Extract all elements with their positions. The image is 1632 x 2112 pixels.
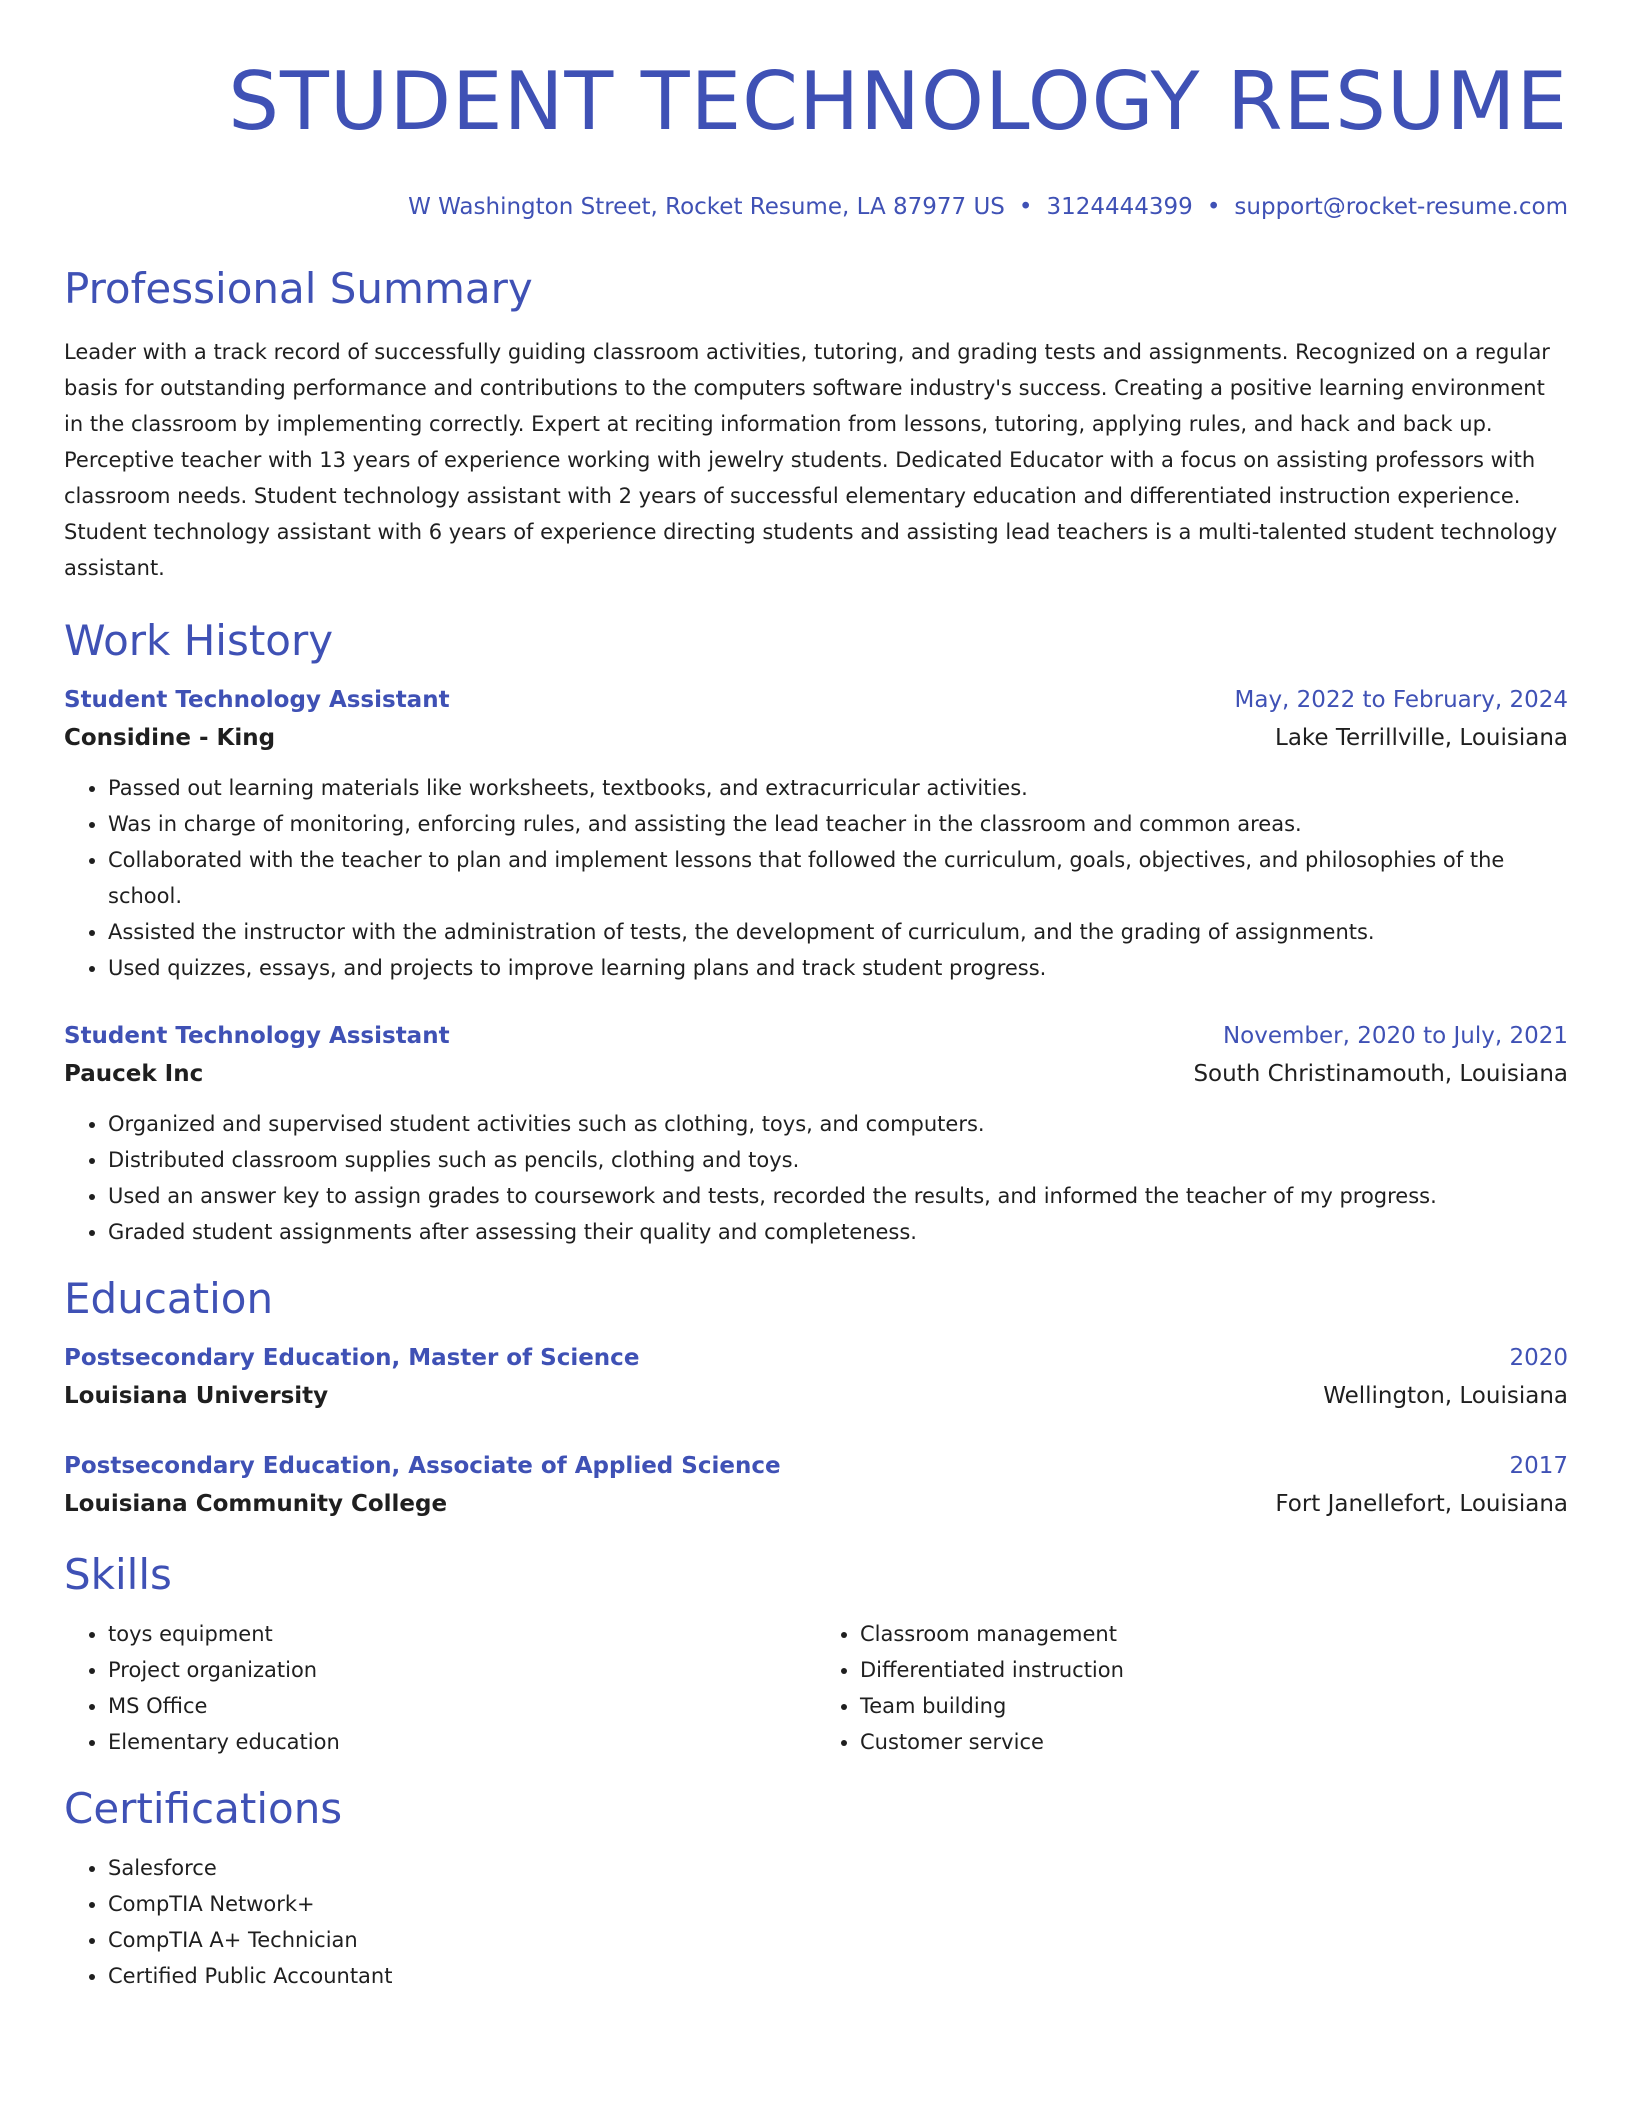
resume-name: STUDENT TECHNOLOGY RESUME xyxy=(228,55,1568,148)
certification-item: • CompTIA Network+ xyxy=(108,1886,1568,1922)
job-company: Considine - King xyxy=(64,725,276,751)
skill-item: • Team building xyxy=(860,1688,1568,1724)
certification-item: • Salesforce xyxy=(108,1850,1568,1886)
skills-list-left xyxy=(64,1616,816,1760)
summary-heading: Professional Summary xyxy=(64,264,533,313)
education-degree: Postsecondary Education, Master of Science xyxy=(64,1345,640,1371)
contact-line xyxy=(64,192,1568,222)
skill-item: • toys equipment xyxy=(108,1616,816,1652)
education-heading: Education xyxy=(64,1274,274,1323)
contact-address: W Washington Street, Rocket Resume, LA 87977 US xyxy=(408,194,1005,220)
skills-list-right xyxy=(816,1616,1568,1760)
job-dates: November, 2020 to July, 2021 xyxy=(1222,1023,1568,1049)
skill-item: • Project organization xyxy=(108,1652,816,1688)
job-bullets xyxy=(64,1106,1568,1250)
job-bullets xyxy=(64,770,1568,986)
education-school: Louisiana University xyxy=(64,1383,329,1409)
job-dates: May, 2022 to February, 2024 xyxy=(1234,687,1568,713)
skill-item: • MS Office xyxy=(108,1688,816,1724)
contact-separator: • xyxy=(1206,194,1221,220)
education-degree: Postsecondary Education, Associate of Applied Science xyxy=(64,1453,781,1479)
summary-text: Leader with a track record of successfully guiding classroom activities, tutoring, and grading tests and assignments. Recognized on a regular basis for outstanding performance and contributions to the computers software industry's success. Creating a positive learning environment in the classroom by implementing correctly. Expert at reciting information from lessons, tutoring, applying rules, and hack and back up. Perceptive teacher with 13 years of experience working with jewelry students. Dedicated Educator with a focus on assisting professors with classroom needs. Student technology assistant with 2 years of successful elementary education and differentiated instruction experience. Student technology assistant with 6 years of experience directing students and assisting lead teachers is a multi-talented student technology assistant. xyxy=(64,340,1558,580)
education-location: Fort Janellefort, Louisiana xyxy=(1275,1491,1568,1517)
resume-header xyxy=(64,50,1568,222)
job-entry xyxy=(64,1018,1568,1250)
skills-grid xyxy=(64,1616,1568,1760)
skill-item: • Differentiated instruction xyxy=(860,1652,1568,1688)
job-bullet: • Organized and supervised student activities such as clothing, toys, and computers. xyxy=(108,1106,1568,1142)
education-school: Louisiana Community College xyxy=(64,1491,448,1517)
job-entry xyxy=(64,682,1568,986)
contact-phone: 3124444399 xyxy=(1046,194,1193,220)
certifications-list xyxy=(64,1850,1568,1994)
job-bullet: • Used quizzes, essays, and projects to improve learning plans and track student progress. xyxy=(108,950,1568,986)
skills-heading: Skills xyxy=(64,1550,172,1599)
certification-item: • CompTIA A+ Technician xyxy=(108,1922,1568,1958)
job-bullet: • Collaborated with the teacher to plan and implement lessons that followed the curriculum, goals, objectives, and philosophies of the school. xyxy=(108,842,1568,914)
skill-item: • Classroom management xyxy=(860,1616,1568,1652)
job-bullet: • Used an answer key to assign grades to coursework and tests, recorded the results, and informed the teacher of my progress. xyxy=(108,1178,1568,1214)
job-bullet: • Distributed classroom supplies such as pencils, clothing and toys. xyxy=(108,1142,1568,1178)
job-title: Student Technology Assistant xyxy=(64,1023,450,1049)
work-history-heading: Work History xyxy=(64,616,334,665)
certification-item: • Certified Public Accountant xyxy=(108,1958,1568,1994)
job-bullet: • Passed out learning materials like worksheets, textbooks, and extracurricular activities. xyxy=(108,770,1568,806)
education-year: 2017 xyxy=(1509,1453,1568,1479)
contact-email: support@rocket-resume.com xyxy=(1234,194,1568,220)
education-year: 2020 xyxy=(1509,1345,1568,1371)
job-bullet: • Graded student assignments after assessing their quality and completeness. xyxy=(108,1214,1568,1250)
job-location: Lake Terrillville, Louisiana xyxy=(1275,725,1568,751)
certifications-heading: Certifications xyxy=(64,1784,343,1833)
education-location: Wellington, Louisiana xyxy=(1323,1383,1568,1409)
job-company: Paucek Inc xyxy=(64,1061,204,1087)
education-entry xyxy=(64,1340,1568,1416)
job-location: South Christinamouth, Louisiana xyxy=(1193,1061,1568,1087)
contact-separator: • xyxy=(1018,194,1033,220)
job-bullet: • Was in charge of monitoring, enforcing rules, and assisting the lead teacher in the classroom and common areas. xyxy=(108,806,1568,842)
skill-item: • Elementary education xyxy=(108,1724,816,1760)
education-entry xyxy=(64,1448,1568,1524)
skill-item: • Customer service xyxy=(860,1724,1568,1760)
job-title: Student Technology Assistant xyxy=(64,687,450,713)
job-bullet: • Assisted the instructor with the administration of tests, the development of curriculum, and the grading of assignments. xyxy=(108,914,1568,950)
